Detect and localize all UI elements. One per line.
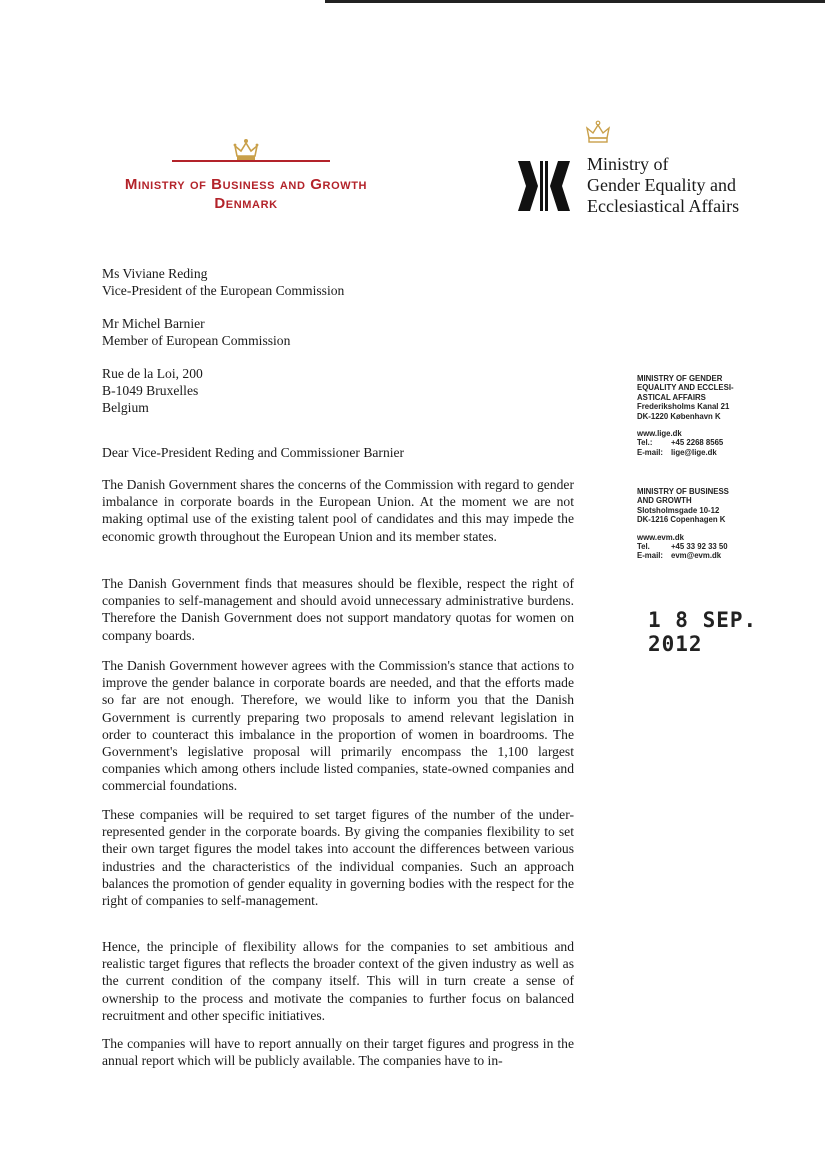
date-stamp: 1 8 SEP. 2012 [648,608,758,656]
mbg-email-link[interactable]: evm@evm.dk [671,551,722,561]
gea-phone: +45 2268 8565 [671,438,724,448]
address-line: Belgium [102,400,149,416]
gea-email-link[interactable]: lige@lige.dk [671,447,717,457]
gea-street: Frederiksholms Kanal 21 [637,402,730,412]
gea-website-link[interactable]: www.lige.dk [637,429,682,439]
address-line: Rue de la Loi, 200 [102,366,203,381]
recipient-block [102,315,574,349]
email-label: E-mail: [637,447,663,457]
recipient-title: Member of European Commission [102,333,291,349]
address-block [102,365,574,417]
paragraph [102,806,574,909]
logo-rule [172,160,330,162]
recipient-title: Vice-President of the European Commission [102,283,345,299]
recipient-block [102,265,574,299]
mbg-logo-name: Ministry of Business and Growth [124,176,368,193]
mbg-logo-country: Denmark [214,195,278,212]
paragraph [102,476,574,545]
mbg-sidebar-name: MINISTRY OF BUSINESS [637,487,729,496]
mbg-street: Slotsholmsgade 10-12 [637,505,720,515]
paragraph [102,1035,574,1069]
paragraph [102,657,574,795]
email-label: E-mail: [637,551,663,561]
gea-sidebar-name: EQUALITY AND ECCLESI- [637,383,734,393]
mbg-contact-block [637,487,787,561]
gea-name-line: Ministry of [587,154,669,174]
mbg-city: DK-1216 Copenhagen K [637,515,726,525]
tel-label: Tel.: [637,438,653,448]
gea-sidebar-name: ASTICAL AFFAIRS [637,392,706,402]
paragraph [102,575,574,644]
mbg-sidebar-name: AND GROWTH [637,496,692,506]
paragraph-text: Hence, the principle of flexibility allows for the companies to set ambitious and realistic target figures that reflects the broader context of the given industry as well as the current condition of the company itself. This will in turn create a sense of ownership to the process and motivate the companies to further focus on balanced recruitment and other specific initiatives. [102,939,574,1023]
paragraph-text: The Danish Government however agrees with the Commission's stance that actions to improve the gender balance in corporate boards are needed, and that the efforts made so far are not enough. Therefore, we would like to inform you that the Danish Government is currently preparing two proposals to amend relevant legislation in order to counteract this imbalance in the proportion of women in boardrooms. The Government's legislative proposal will primarily encompass the 1,100 largest companies which among others include listed companies, state-owned companies and commercial foundations. [102,658,574,794]
ministry-mark-icon [516,157,572,215]
gea-city: DK-1220 København K [637,411,721,421]
paragraph [102,938,574,1024]
salutation [102,444,574,461]
gea-name-line: Gender Equality and [587,175,736,195]
mbg-website-link[interactable]: www.evm.dk [637,532,684,542]
top-edge-line [325,0,825,3]
gea-contact-block [637,374,787,457]
tel-label: Tel. [637,542,650,552]
paragraph-text: The companies will have to report annually on their target figures and progress in the annual report which will be publicly available. The companies have to in- [102,1036,574,1069]
salutation-text: Dear Vice-President Reding and Commissioner Barnier [102,445,405,460]
paragraph-text: The Danish Government finds that measures should be flexible, respect the right of companies to self-management and should avoid unnecessary administrative burdens. Therefore the Danish Government does not support mandatory quotas for women on company boards. [102,576,574,643]
recipient-name: Mr Michel Barnier [102,316,205,331]
paragraph-text: The Danish Government shares the concerns of the Commission with regard to gender imbalance in corporate boards in the European Union. At the moment we are not making optimal use of the existing talent pool of candidates and this may impede the economic growth throughout the European Union and its member states. [102,477,574,544]
recipient-name: Ms Viviane Reding [102,266,208,281]
gea-sidebar-name: MINISTRY OF GENDER [637,374,723,383]
mbg-phone: +45 33 92 33 50 [671,542,728,552]
gea-logo-name [587,154,807,217]
crown-icon [584,120,612,146]
paragraph-text: These companies will be required to set target figures of the number of the under-represented gender in the corporate boards. By giving the companies flexibility to set their own target figures the model takes into account the differences between various industries and the characteristics of the individual companies. Such an approach balances the promotion of gender equality in governing bodies with the respect for the right of companies to self-management. [102,807,574,909]
address-line: B-1049 Bruxelles [102,383,199,399]
gea-name-line: Ecclesiastical Affairs [587,196,740,216]
